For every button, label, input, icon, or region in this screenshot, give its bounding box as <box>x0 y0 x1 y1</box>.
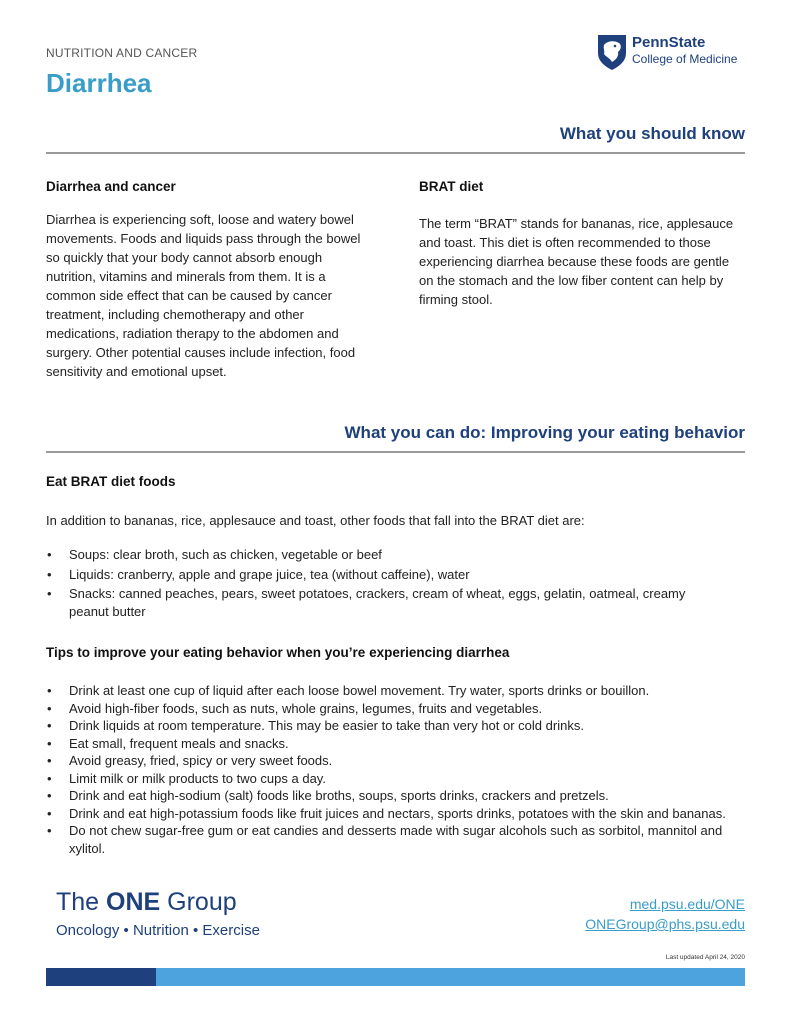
list-item: • Drink and eat high-potassium foods like fruit juices and nectars, sports drinks, potatoes with the skin and bananas. <box>46 805 736 823</box>
nittany-lion-shield-icon <box>596 33 628 71</box>
website-link[interactable]: med.psu.edu/ONE <box>629 896 745 912</box>
list-item: • Soups: clear broth, such as chicken, vegetable or beef <box>46 546 726 564</box>
footer-bar-light <box>156 968 745 986</box>
page-title: Diarrhea <box>46 68 152 98</box>
list-item: • Avoid greasy, fried, spicy or very sweet foods. <box>46 752 736 770</box>
one-group-tagline: Oncology • Nutrition • Exercise <box>56 922 260 939</box>
one-group-prefix: The <box>56 888 107 916</box>
list-item: • Drink at least one cup of liquid after each loose bowel movement. Try water, sports drinks or bouillon. <box>46 682 736 700</box>
brat-foods-heading: Eat BRAT diet foods <box>46 474 176 489</box>
pennstate-logo[interactable] <box>596 33 756 73</box>
list-item: • Eat small, frequent meals and snacks. <box>46 735 736 753</box>
list-item: • Do not chew sugar-free gum or eat candies and desserts made with sugar alcohols such as sorbitol, mannitol and xylitol. <box>46 822 736 857</box>
one-group-bold: ONE <box>106 888 161 916</box>
logo-name: PennState <box>632 34 706 51</box>
kicker-label: NUTRITION AND CANCER <box>46 46 198 60</box>
brat-diet-heading: BRAT diet <box>419 179 484 194</box>
list-item: • Liquids: cranberry, apple and grape juice, tea (without caffeine), water <box>46 566 726 584</box>
tips-list <box>46 682 736 857</box>
diarrhea-cancer-heading: Diarrhea and cancer <box>46 179 176 194</box>
list-item: • Snacks: canned peaches, pears, sweet potatoes, crackers, cream of wheat, eggs, gelatin, oatmeal, creamy peanut butter <box>46 585 726 620</box>
footer-links <box>585 894 745 934</box>
section-divider <box>46 152 745 154</box>
logo-sub: College of Medicine <box>632 52 738 66</box>
section-heading-do: What you can do: Improving your eating behavior <box>344 423 745 442</box>
one-group-logo <box>56 888 237 917</box>
list-item: • Limit milk or milk products to two cups a day. <box>46 770 736 788</box>
email-link[interactable]: ONEGroup@phs.psu.edu <box>585 916 745 932</box>
diarrhea-cancer-body: Diarrhea is experiencing soft, loose and watery bowel movements. Foods and liquids pass through the bowel so quickly that your body cannot absorb enough nutrition, vitamins and minerals from them. It is a common side effect that can be caused by cancer treatment, including chemotherapy and other medications, radiation therapy to the abdomen and surgery. Other potential causes include infection, food sensitivity and emotional upset. <box>46 212 361 379</box>
list-item: • Drink liquids at room temperature. This may be easier to take than very hot or cold drinks. <box>46 717 736 735</box>
brat-foods-intro: In addition to bananas, rice, applesauce and toast, other foods that fall into the BRAT diet are: <box>46 513 585 528</box>
list-item: • Avoid high-fiber foods, such as nuts, whole grains, legumes, fruits and vegetables. <box>46 700 736 718</box>
brat-foods-list <box>46 546 726 620</box>
section-heading-know: What you should know <box>559 124 745 143</box>
brat-diet-body: The term “BRAT” stands for bananas, rice, applesauce and toast. This diet is often recommended to those experiencing diarrhea because these foods are gentle on the stomach and the low fiber content can help by firming stool. <box>419 216 734 307</box>
footer-bar-dark <box>46 968 156 986</box>
last-updated: Last updated April 24, 2020 <box>665 954 745 961</box>
one-group-suffix: Group <box>160 888 237 916</box>
section-divider <box>46 451 745 453</box>
list-item: • Drink and eat high-sodium (salt) foods like broths, soups, sports drinks, crackers and pretzels. <box>46 787 736 805</box>
tips-heading: Tips to improve your eating behavior when you’re experiencing diarrhea <box>46 645 510 660</box>
